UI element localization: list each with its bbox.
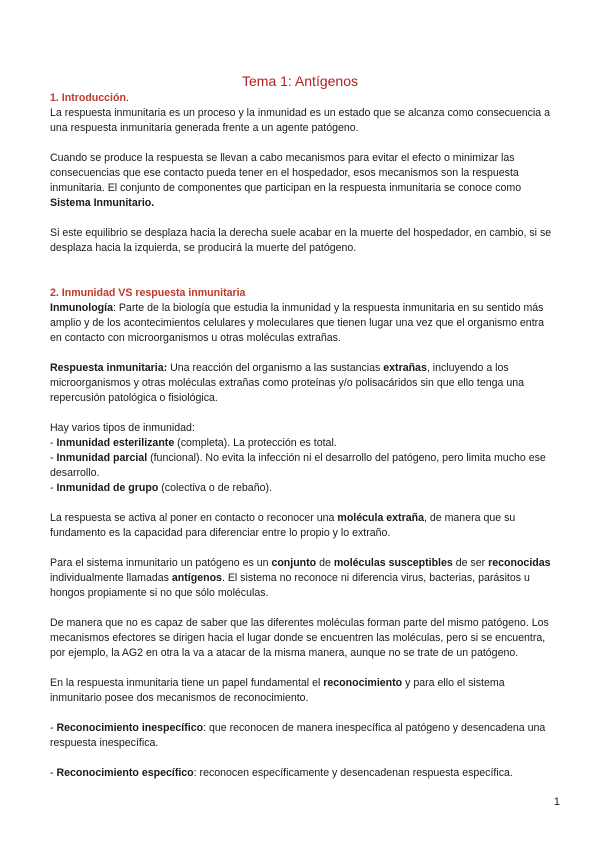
activation-paragraph — [50, 511, 558, 541]
reconocimiento-text-a: En la respuesta inmunitaria tiene un papel fundamental el — [50, 677, 324, 689]
reconocimiento-text-b: y para ello el sistema inmunitario posee dos mecanismos de reconocimiento. — [50, 677, 505, 704]
list-item-term: Inmunidad de grupo — [56, 482, 159, 494]
pathogen-bold-2: moléculas susceptibles — [333, 557, 453, 569]
document-body — [50, 91, 558, 781]
inespecifico-desc: : que reconocen de manera inespecífica al patógeno y desencadena una respuesta inespecífica. — [50, 722, 546, 749]
list-item — [50, 481, 558, 496]
respuesta-text-b: , incluyendo a los microorganismos y otras moléculas extrañas como proteínas y/o polisacáridos sin que ello tenga una repercusión patológica o fisiológica. — [50, 362, 525, 404]
list-item-prefix: - — [50, 452, 57, 464]
list-item — [50, 451, 558, 481]
pathogen-bold-3: reconocidas — [488, 557, 551, 569]
inmunologia-definition — [50, 301, 558, 346]
inmunologia-text: : Parte de la biología que estudia la inmunidad y la respuesta inmunitaria en su sentido más amplio y de los acontecimientos celulares y moleculares que tienen lugar una vez que el organismo entra en contacto con microorganismos u otras moléculas extrañas. — [50, 302, 545, 344]
inmunologia-term: Inmunología — [50, 302, 113, 314]
intro-paragraph-3: Si este equilibrio se desplaza hacia la derecha suele acabar en la muerte del hospedador, en cambio, si se desplaza hacia la izquierda, se producirá la muerte del patógeno. — [50, 227, 552, 254]
list-item-prefix: - — [50, 437, 57, 449]
pathogen-text-e: individualmente llamadas — [50, 572, 172, 584]
tipos-intro: Hay varios tipos de inmunidad: — [50, 422, 195, 434]
pathogen-bold-1: conjunto — [271, 557, 317, 569]
intro-paragraph-2-text: Cuando se produce la respuesta se llevan a cabo mecanismos para evitar el efecto o minimizar las consecuencias que ese contacto pueda tener en el hospedador, esos mecanismos son la respuesta inmunitaria. El conjunto de componentes que participan en la respuesta inmunitaria se conoce como — [50, 152, 522, 194]
especifico-term: Reconocimiento específico — [56, 767, 194, 779]
reconocimiento-paragraph — [50, 676, 558, 706]
especifico-item — [50, 766, 558, 781]
section-1-heading-tail: . — [125, 92, 129, 104]
section-1-heading — [50, 91, 558, 106]
activation-text-a: La respuesta se activa al poner en contacto o reconocer una — [50, 512, 338, 524]
pathogen-bold-4: antígenos — [171, 572, 222, 584]
pathogen-text-d: de ser — [452, 557, 489, 569]
pathogen-text-f: . El sistema no reconoce ni diferencia virus, bacterias, parásitos u hongos propiamente si no que sólo moléculas. — [50, 572, 530, 599]
list-item-term: Inmunidad parcial — [56, 452, 148, 464]
page-title: Tema 1: Antígenos — [242, 73, 358, 89]
activation-bold: molécula extraña — [337, 512, 424, 524]
intro-paragraph-2-bold: Sistema Inmunitario. — [50, 197, 155, 209]
activation-text-b: , de manera que su fundamento es la capacidad para diferenciar entre lo propio y lo extraño. — [50, 512, 516, 539]
respuesta-text-a: Una reacción del organismo a las sustancias — [167, 362, 384, 374]
inespecifico-prefix: - — [50, 722, 57, 734]
reconocimiento-bold: reconocimiento — [323, 677, 403, 689]
inespecifico-item — [50, 721, 558, 751]
respuesta-term: Respuesta inmunitaria: — [50, 362, 168, 374]
especifico-prefix: - — [50, 767, 57, 779]
respuesta-bold: extrañas — [383, 362, 427, 374]
intro-paragraph-2 — [50, 151, 558, 211]
pathogen-text-a: Para el sistema inmunitario un patógeno es un — [50, 557, 272, 569]
inespecifico-term: Reconocimiento inespecífico — [56, 722, 204, 734]
pathogen-paragraph — [50, 556, 558, 601]
list-item-desc: (funcional). No evita la infección ni el desarrollo del patógeno, pero limita mucho ese desarrollo. — [50, 452, 546, 479]
especifico-desc: : reconocen específicamente y desencadenan respuesta específica. — [193, 767, 513, 779]
list-item-term: Inmunidad esterilizante — [56, 437, 175, 449]
list-item — [50, 436, 558, 451]
list-item-desc: (colectiva o de rebaño). — [158, 482, 272, 494]
list-item-desc: (completa). La protección es total. — [174, 437, 337, 449]
pathogen-text-c: de — [316, 557, 334, 569]
page-number: 1 — [553, 796, 560, 808]
intro-paragraph-1: La respuesta inmunitaria es un proceso y la inmunidad es un estado que se alcanza como consecuencia a una respuesta inmunitaria generada frente a un agente patógeno. — [50, 107, 550, 134]
respuesta-definition — [50, 361, 558, 406]
manera-paragraph: De manera que no es capaz de saber que las diferentes moléculas forman parte del mismo patógeno. Los mecanismos efectores se dirigen hacia el lugar donde se encuentren las moléculas, pero si se encuentra, por ejemplo, la AG2 en otra la va a atacar de la misma manera, aunque no se trate de un patógeno. — [50, 617, 549, 659]
section-2-heading: 2. Inmunidad VS respuesta inmunitaria — [50, 287, 246, 299]
list-item-prefix: - — [50, 482, 57, 494]
section-1-heading-text: 1. Introducción — [50, 92, 126, 104]
